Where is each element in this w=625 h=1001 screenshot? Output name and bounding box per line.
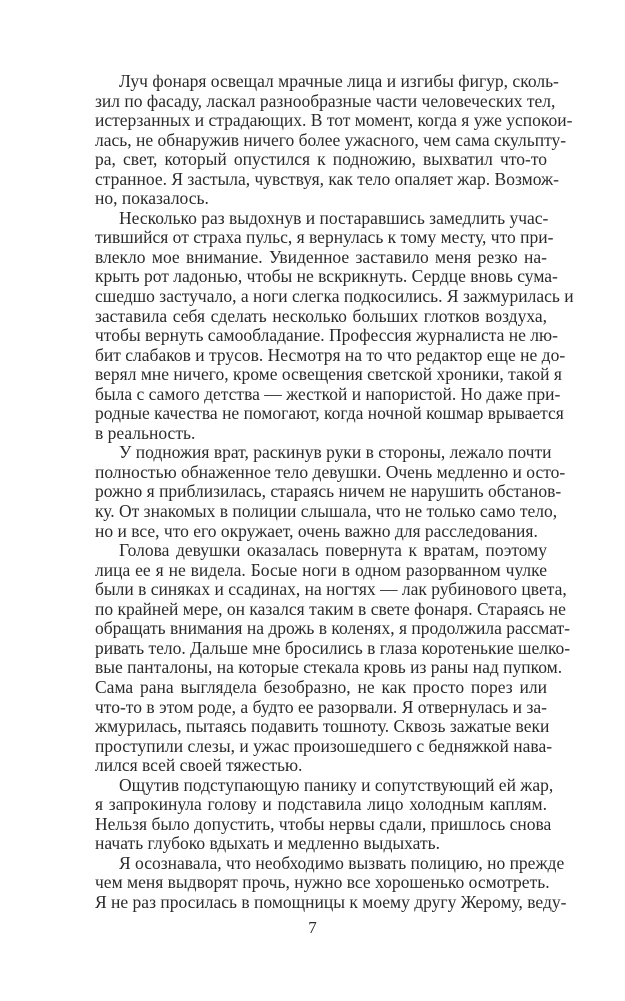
- text-line: чем меня выдворят прочь, нужно все хорошенько осмотреть.: [95, 872, 550, 893]
- text-line: Луч фонаря освещал мрачные лица и изгибы фигур, сколь-: [119, 71, 559, 91]
- text-line: по крайней мере, он казался таким в свете фонаря. Стараясь не: [95, 598, 566, 619]
- text-line: Я не раз просилась в помощницы к моему другу Жерому, веду-: [95, 891, 567, 912]
- text-line: обращать внимания на дрожь в коленях, я продолжила рассмат-: [95, 618, 571, 639]
- paragraph: [95, 540, 571, 776]
- text-line: Нельзя было допустить, чтобы нервы сдали, пришлось снова: [95, 813, 552, 834]
- text-line: ку. От знакомых в полиции слышала, что не только само тело,: [95, 501, 558, 522]
- text-line: верял мне ничего, кроме освещения светской хроники, такой я: [95, 364, 562, 385]
- text-line: но и все, что его окружает, очень важно для расследования.: [95, 520, 538, 541]
- text-line: влекло мое внимание. Увиденное заставило меня резко на-: [95, 246, 547, 267]
- text-line: проступили слезы, и ужас произошедшего с бедняжкой нава-: [95, 735, 553, 756]
- text-line: в реальность.: [95, 422, 196, 443]
- text-line: Несколько раз выдохнув и постаравшись замедлить учас-: [119, 207, 549, 228]
- text-line: лился всей своей тяжестью.: [95, 755, 303, 776]
- paragraph: [95, 71, 573, 209]
- paragraph: [95, 207, 574, 444]
- page-number: 7: [308, 918, 317, 937]
- text-line: Я осознавала, что необходимо вызвать полицию, но прежде: [119, 852, 565, 873]
- text-line: но, показалось.: [95, 188, 209, 209]
- text-line: заставила себя сделать несколько больших глотков воздуха,: [95, 305, 547, 326]
- text-line: жмурилась, пытаясь подавить тошноту. Сквозь зажатые веки: [95, 716, 550, 737]
- text-line: сшедшо застучало, а ноги слегка подкосились. Я зажмурилась и: [95, 286, 574, 307]
- text-line: я запрокинула голову и подставила лицо холодным каплям.: [95, 794, 547, 815]
- text-line: крыть рот ладонью, чтобы не вскрикнуть. Сердце вновь сума-: [95, 266, 558, 287]
- book-page-text: [95, 71, 574, 913]
- text-line: что-то в этом роде, а будто ее разорвали. Я отвернулась и за-: [95, 696, 547, 717]
- text-line: зил по фасаду, ласкал разнообразные части человеческих тел,: [95, 90, 556, 111]
- text-line: бит слабаков и трусов. Несмотря на то что редактор еще не до-: [95, 344, 566, 365]
- text-line: истерзанных и страдающих. В тот момент, когда я уже успокои-: [95, 110, 573, 131]
- text-line: лица ее я не видела. Босые ноги в одном разорванном чулке: [95, 559, 547, 580]
- paragraph: [95, 774, 554, 854]
- text-line: вые панталоны, на которые стекала кровь из раны над пупком.: [95, 657, 563, 678]
- text-line: лась, не обнаружив ничего более ужасного, чем сама скульпту-: [95, 129, 567, 150]
- text-line: рожно я приблизилась, стараясь ничем не нарушить обстанов-: [95, 481, 562, 502]
- text-line: Голова девушки оказалась повернута к вратам, поэтому: [119, 540, 547, 561]
- paragraph: [95, 852, 567, 913]
- text-line: были в синяках и ссадинах, на ногтях — лак рубинового цвета,: [95, 579, 567, 600]
- text-line: ра, свет, который опустился к подножию, выхватил что-то: [95, 149, 547, 170]
- text-line: тившийся от страха пульс, я вернулась к тому месту, что при-: [95, 227, 554, 248]
- paragraph: [95, 442, 566, 541]
- text-line: родные качества не помогают, когда ночной кошмар врывается: [95, 403, 564, 424]
- text-line: ривать тело. Дальше мне бросились в глаза коротенькие шелко-: [95, 637, 571, 658]
- text-line: полностью обнаженное тело девушки. Очень медленно и осто-: [95, 461, 566, 482]
- text-line: была с самого детства — жесткой и напористой. Но даже при-: [95, 383, 561, 404]
- text-line: странное. Я застыла, чувствуя, как тело опаляет жар. Возмож-: [95, 168, 559, 189]
- text-line: Ощутив подступающую панику и сопутствующий ей жар,: [119, 774, 554, 795]
- text-line: чтобы вернуть самообладание. Профессия журналиста не лю-: [95, 325, 558, 346]
- text-line: У подножия врат, раскинув руки в стороны, лежало почти: [119, 442, 552, 463]
- text-line: Сама рана выглядела безобразно, не как просто порез или: [95, 676, 547, 697]
- text-line: начать глубоко вдыхать и медленно выдыхать.: [95, 833, 440, 854]
